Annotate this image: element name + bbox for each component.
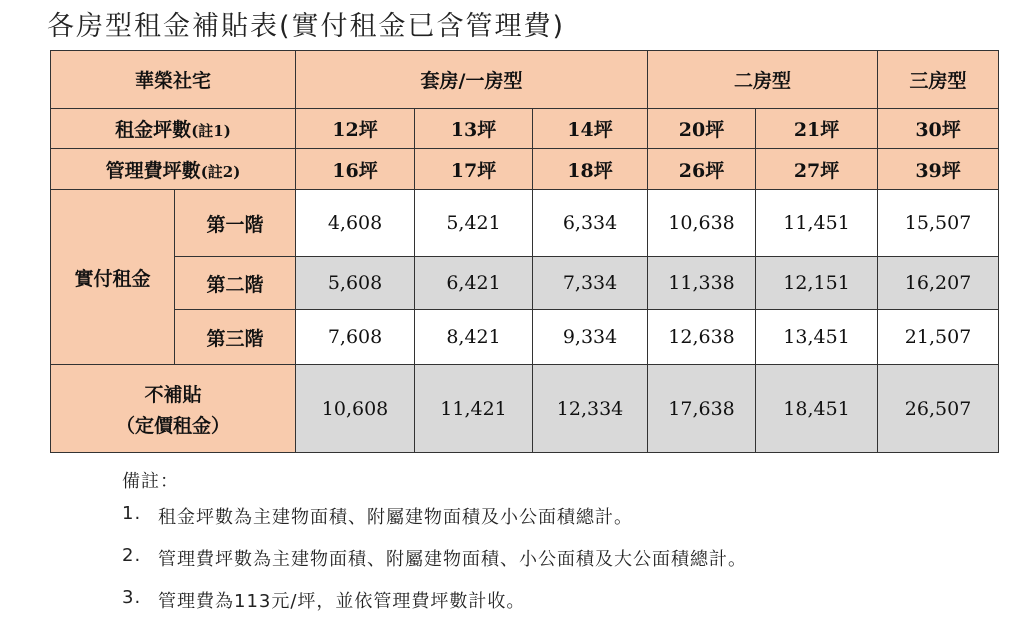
no-subsidy-label-cell bbox=[51, 365, 296, 453]
header-group-studio: 套房/一房型 bbox=[296, 51, 648, 109]
rent-area-cell: 20坪 bbox=[648, 109, 756, 149]
tier-1-cell: 10,638 bbox=[648, 190, 756, 257]
rent-area-label: 租金坪數 bbox=[115, 119, 192, 141]
no-subsidy-row bbox=[51, 365, 999, 453]
tier-1-row bbox=[51, 190, 999, 257]
tier-3-cell: 7,608 bbox=[296, 310, 415, 365]
tier-2-cell: 16,207 bbox=[878, 257, 999, 310]
tier-3-cell: 21,507 bbox=[878, 310, 999, 365]
tier-2-row bbox=[51, 257, 999, 310]
rent-area-cell: 14坪 bbox=[533, 109, 648, 149]
note-item bbox=[122, 503, 747, 529]
rent-subsidy-table bbox=[50, 50, 999, 453]
tier-2-cell: 6,421 bbox=[415, 257, 533, 310]
tier-3-cell: 13,451 bbox=[756, 310, 878, 365]
rent-area-label-cell bbox=[51, 109, 296, 149]
mgmt-area-cell: 39坪 bbox=[878, 149, 999, 190]
note-item bbox=[122, 545, 747, 571]
tier-1-cell: 5,421 bbox=[415, 190, 533, 257]
note-number: 3. bbox=[122, 587, 142, 608]
header-corner: 華榮社宅 bbox=[51, 51, 296, 109]
tier-2-label: 第二階 bbox=[175, 257, 296, 310]
no-subsidy-cell: 11,421 bbox=[415, 365, 533, 453]
rent-area-cell: 30坪 bbox=[878, 109, 999, 149]
note-number: 2. bbox=[122, 545, 142, 566]
tier-1-cell: 4,608 bbox=[296, 190, 415, 257]
tier-3-label: 第三階 bbox=[175, 310, 296, 365]
mgmt-area-row bbox=[51, 149, 999, 190]
tier-1-cell: 11,451 bbox=[756, 190, 878, 257]
actual-rent-label: 實付租金 bbox=[51, 190, 175, 365]
mgmt-area-cell: 16坪 bbox=[296, 149, 415, 190]
notes-heading: 備註： bbox=[122, 471, 179, 492]
notes-section bbox=[122, 467, 747, 629]
tier-2-cell: 5,608 bbox=[296, 257, 415, 310]
mgmt-area-label-cell bbox=[51, 149, 296, 190]
tier-3-row bbox=[51, 310, 999, 365]
note-text: 管理費為113元/坪，並依管理費坪數計收。 bbox=[158, 591, 526, 612]
mgmt-area-cell: 18坪 bbox=[533, 149, 648, 190]
mgmt-area-cell: 17坪 bbox=[415, 149, 533, 190]
tier-1-cell: 6,334 bbox=[533, 190, 648, 257]
no-subsidy-cell: 18,451 bbox=[756, 365, 878, 453]
no-subsidy-cell: 26,507 bbox=[878, 365, 999, 453]
page-title: 各房型租金補貼表(實付租金已含管理費) bbox=[47, 11, 566, 42]
rent-area-row bbox=[51, 109, 999, 149]
mgmt-area-cell: 26坪 bbox=[648, 149, 756, 190]
rent-area-cell: 12坪 bbox=[296, 109, 415, 149]
note-text: 管理費坪數為主建物面積、附屬建物面積、小公面積及大公面積總計。 bbox=[158, 549, 747, 570]
no-subsidy-cell: 10,608 bbox=[296, 365, 415, 453]
no-subsidy-cell: 17,638 bbox=[648, 365, 756, 453]
note-text: 租金坪數為主建物面積、附屬建物面積及小公面積總計。 bbox=[158, 507, 633, 528]
note-number: 1. bbox=[122, 503, 142, 524]
rent-area-note: (註1) bbox=[191, 122, 231, 140]
rent-area-cell: 13坪 bbox=[415, 109, 533, 149]
tier-2-cell: 7,334 bbox=[533, 257, 648, 310]
tier-1-cell: 15,507 bbox=[878, 190, 999, 257]
mgmt-area-label: 管理費坪數 bbox=[105, 159, 201, 182]
tier-1-label: 第一階 bbox=[175, 190, 296, 257]
rent-area-cell: 21坪 bbox=[756, 109, 878, 149]
header-group-three-room: 三房型 bbox=[878, 51, 999, 109]
tier-3-cell: 9,334 bbox=[533, 310, 648, 365]
note-item bbox=[122, 587, 747, 613]
mgmt-area-note: (註2) bbox=[200, 162, 241, 181]
tier-2-cell: 12,151 bbox=[756, 257, 878, 310]
header-group-two-room: 二房型 bbox=[648, 51, 878, 109]
tier-3-cell: 12,638 bbox=[648, 310, 756, 365]
mgmt-area-cell: 27坪 bbox=[756, 149, 878, 190]
list-price-label: （定價租金） bbox=[116, 414, 231, 437]
tier-3-cell: 8,421 bbox=[415, 310, 533, 365]
no-subsidy-cell: 12,334 bbox=[533, 365, 648, 453]
no-subsidy-label: 不補貼 bbox=[144, 383, 202, 406]
header-row bbox=[51, 51, 999, 109]
tier-2-cell: 11,338 bbox=[648, 257, 756, 310]
